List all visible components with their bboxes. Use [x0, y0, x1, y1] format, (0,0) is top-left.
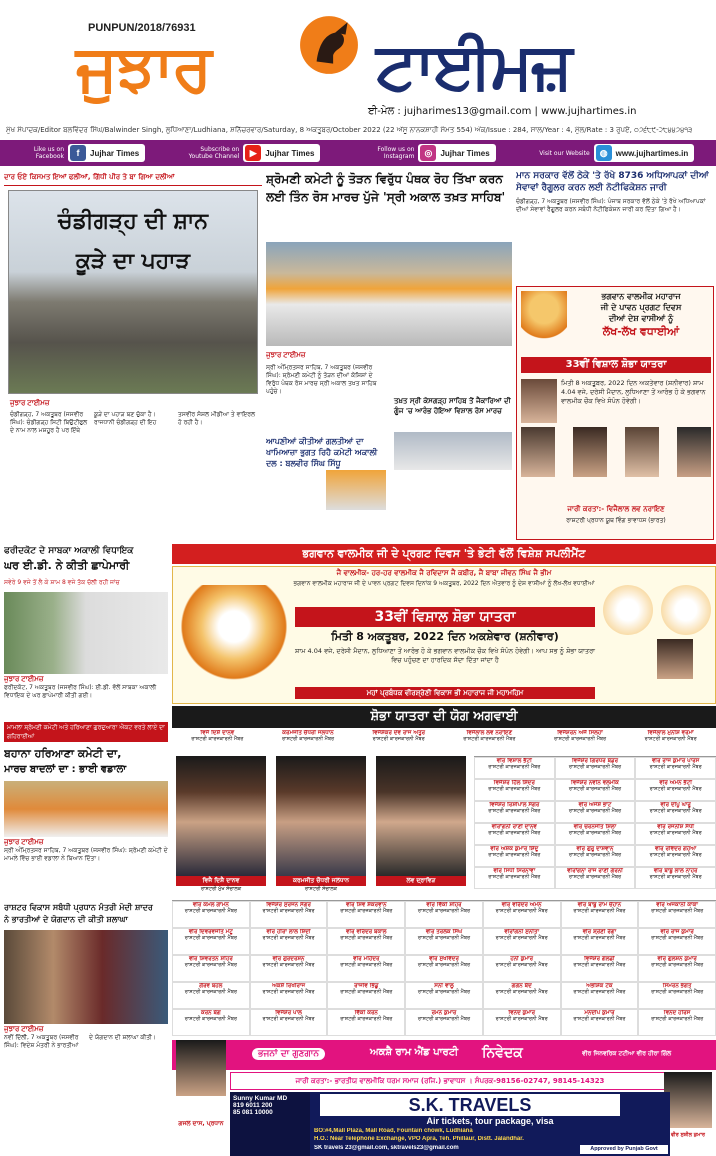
name-cell: ਵੀਰ ਰਾਜ ਕੁਮਾਰ ਰਾਸ਼ਟਰੀ ਕਾਰਜਕਾਰਨੀ ਮੈਂਬਰ	[638, 928, 716, 955]
name-cell: ਵੀਰ ਦੀਪੂ ਘਾਰੂ ਰਾਸ਼ਟਰੀ ਕਾਰਜਕਾਰਨੀ ਮੈਂਬਰ	[635, 801, 716, 823]
name-cell: ਵੀਰਾਂਗਨੀ ਰਾਣੀ ਦਾਨਵ ਰਾਸ਼ਟਰੀ ਕਾਰਜਕਾਰਨੀ ਮੈਂਬਰ	[474, 823, 555, 845]
social-website[interactable]: Visit our Website ◍ www.jujhartimes.in	[532, 144, 695, 162]
name-cell: ਹਨੀ ਕੁਮਾਰ ਰਾਸ਼ਟਰੀ ਕਾਰਜਕਾਰਨੀ ਮੈਂਬਰ	[483, 955, 561, 982]
name-cell: ਵੀਰਾਂਗਨੀ ਸੁਨੀਤਾ ਰਾਸ਼ਟਰੀ ਕਾਰਜਕਾਰਨੀ ਮੈਂਬਰ	[483, 928, 561, 955]
story-kicker: ਦਾਰ ਓਏ ਕਿਸਮਤ ਇਆਂ ਫਲੀਆਂ, ਗਿੱਧੀ ਪੀਰ ਤੇ ਬਾ ਗਿਆ ਦਲੀਆਂ	[4, 170, 262, 186]
person-photo	[521, 427, 555, 477]
name-cell: ਰਮਨ ਕੁਮਾਰ ਰਾਸ਼ਟਰੀ ਕਾਰਜਕਾਰਨੀ ਮੈਂਬਰ	[405, 1009, 483, 1036]
name-cell: ਅਭੀਸ਼ੇਕ ਟੋਕ ਰਾਸ਼ਟਰੀ ਕਾਰਜਕਾਰਨੀ ਮੈਂਬਰ	[561, 982, 639, 1009]
social-facebook[interactable]: Like us on Facebook f Jujhar Times	[6, 144, 145, 162]
name-grid-bottom	[172, 900, 716, 1038]
contact-line: ਈ-ਮੇਲ : jujharimes13@gmail.com | www.jujhartimes.in	[368, 106, 637, 117]
name-cell: ਗਗਨ ਬੈਦ ਰਾਸ਼ਟਰੀ ਕਾਰਜਕਾਰਨੀ ਮੈਂਬਰ	[483, 982, 561, 1009]
story-kicker: ਮਾਮਲਾ ਸ਼੍ਰੋਮਣੀ ਕਮੇਟੀ ਅਤੇ ਹਰਿਆਣਾ ਗੁਰਦੁਆਰਾ ਐਕਟ ਵਰਤੇ ਲਾਏ ਦਾ ਗਹਿਰਾਈਆਂ	[4, 722, 168, 742]
name-cell: ਵੀਰ ਸ਼ਿਵਰਤਨ ਸ਼ਹਿਰ ਰਾਸ਼ਟਰੀ ਕਾਰਜਕਾਰਨੀ ਮੈਂਬਰ	[172, 955, 250, 982]
issuer-line: ਜਾਰੀ ਕਰਤਾ:- ਭਾਰਤੀਯ ਵਾਲਮੀਕਿ ਧਰਮ ਸਮਾਜ (ਰਜਿ.) ਭਾਵਾਧਸ । ਸੰਪਰਕ-98156-02747, 98145-14323	[230, 1072, 670, 1090]
name-cell: ਵੀਰ ਗੁਰੂ ਦਾਸ਼ਵਾਨ ਰਾਸ਼ਟਰੀ ਕਾਰਜਕਾਰਨੀ ਮੈਂਬਰ	[555, 845, 636, 867]
name-cell: ਵਿਨੋਦ ਹਰਿਸ ਰਾਸ਼ਟਰੀ ਕਾਰਜਕਾਰਨੀ ਮੈਂਬਰ	[638, 1009, 716, 1036]
name-cell: ਰਾਜੀਵ ਭਿੰਡੂ ਰਾਸ਼ਟਰੀ ਕਾਰਜਕਾਰਨੀ ਮੈਂਬਰ	[327, 982, 405, 1009]
story-minister: ਰਾਸ਼ਟਰ ਵਿਕਾਸ ਸਬੰਧੀ ਪ੍ਰਧਾਨ ਮੰਤਰੀ ਮੋਦੀ ਸ਼ਾਦਰ ਨੇ ਭਾਰਤੀਆਂ ਦੇ ਯੋਗਦਾਨ ਦੀ ਕੀਤੀ ਸ਼ਲਾਘਾ ਜੁਝਾਰ ਟਾਈਮਜ਼ ਨਵੀਂ ਦਿੱਲੀ, 7 ਅਕਤੂਬਰ (ਜਸਵੀਰ ਸਿੰਘ): ਵਿਦੇਸ਼ ਮੰਤਰੀ ਨੇ ਭਾਰਤੀਆਂ ਦੇ ਯੋਗਦਾਨ ਦੀ ਸ਼ਲਾਘਾ ਕੀਤੀ।	[4, 902, 168, 1154]
story-badal: ਮਾਮਲਾ ਸ਼੍ਰੋਮਣੀ ਕਮੇਟੀ ਅਤੇ ਹਰਿਆਣਾ ਗੁਰਦੁਆਰਾ ਐਕਟ ਵਰਤੇ ਲਾਏ ਦਾ ਗਹਿਰਾਈਆਂ ਬਹਾਨਾ ਹਰਿਆਣਾ ਕਮੇਟੀ ਦਾ, ਮਾਰਚ ਬਾਦਲਾਂ ਦਾ : ਭਾਈ ਵਡਾਲਾ ਜੁਝਾਰ ਟਾਈਮਜ਼ ਸ੍ਰੀ ਅੰਮ੍ਰਿਤਸਰ ਸਾਹਿਬ, 7 ਅਕਤੂਬਰ (ਜਸਵੀਰ ਸਿੰਘ): ਸ਼੍ਰੋਮਣੀ ਕਮੇਟੀ ਦੇ ਮਾਮਲੇ ਵਿੱਚ ਭਾਈ ਵਡਾਲਾ ਨੇ ਬਿਆਨ ਦਿੱਤਾ।	[4, 724, 168, 862]
story-headline: ਰਾਸ਼ਟਰ ਵਿਕਾਸ ਸਬੰਧੀ ਪ੍ਰਧਾਨ ਮੰਤਰੀ ਮੋਦੀ ਸ਼ਾਦਰ	[4, 903, 153, 912]
name-cell: ਵੀਰ ਰਜਨੀਸ਼ ਸੰਧੀ ਰਾਸ਼ਟਰੀ ਕਾਰਜਕਾਰਨੀ ਮੈਂਬਰ	[635, 823, 716, 845]
name-cell: ਵੀਰ ਅਜੇਸ਼ੇ ਭਾਟ ਰਾਸ਼ਟਰੀ ਕਾਰਜਕਾਰਨੀ ਮੈਂਬਰ	[555, 801, 636, 823]
top-names-row: ਵਿਜੈ ਦਿਸ਼ੈ ਦਾਨਵ ਰਾਸ਼ਟਰੀ ਕਾਰਜਕਾਰਨੀ ਮੈਂਬਰ ਕਰਮਜੀਤ ਚੌਧਰੀ ਜਲਧਾਨ ਰਾਸ਼ਟਰੀ ਕਾਰਜਕਾਰਨੀ ਮੈਂਬਰ ਵਿਜੈਸ਼ੰਕਰ ਦੇਵ ਰਾਜ ਅਤੂਰ ਰਾਸ਼ਟਰੀ ਕਾਰਜਕਾਰਨੀ ਮੈਂਬਰ ਵਿਜੈਲਾਲ ਲਵ ਨਰਾਇਣ ਰਾਸ਼ਟਰੀ ਕਾਰਜਕਾਰਨੀ ਮੈਂਬਰ ਵਿਜੈਸ਼ਰਨ ਅਜੈ ਸਿਲਹਾ ਰਾਸ਼ਟਰੀ ਕਾਰਜਕਾਰਨੀ ਮੈਂਬਰ ਵਿਜੈਲਾਲ ਮੁਨੀਸ਼ ਵਰਮਾ ਰਾਸ਼ਟਰੀ ਕਾਰਜਕਾਰਨੀ ਮੈਂਬਰ	[191, 730, 697, 742]
person-photo	[625, 427, 659, 477]
yatra-banner: 33ਵੀਂ ਵਿਸ਼ਾਲ ਸ਼ੋਭਾ ਯਾਤਰਾ	[295, 607, 595, 627]
name-cell: ਵੀਰ ਹੀਰਾ ਲਾਲ ਸ਼ਿੰਦੀ ਰਾਸ਼ਟਰੀ ਕਾਰਜਕਾਰਨੀ ਮੈਂਬਰ	[250, 928, 328, 955]
person-photo	[521, 379, 557, 423]
name-cell: ਵਿਜੈਸ਼ੇਰ ਗਿਰਧਰ ਬੋਡਰ ਰਾਸ਼ਟਰੀ ਕਾਰਜਕਾਰਨੀ ਮੈਂਬਰ	[555, 757, 636, 779]
name-cell: ਵੀਰ ਸੁਖਵਿੰਦਰ ਰਾਸ਼ਟਰੀ ਕਾਰਜਕਾਰਨੀ ਮੈਂਬਰ	[405, 955, 483, 982]
name-cell: ਵਿਜੈਸ਼ੇਰ ਗੋਲਡੀ ਰਾਸ਼ਟਰੀ ਕਾਰਜਕਾਰਨੀ ਮੈਂਬਰ	[561, 955, 639, 982]
name-cell: ਵੀਰ ਵਿਸ਼ਾਲ ਭੱਟੀ ਰਾਸ਼ਟਰੀ ਕਾਰਜਕਾਰਨੀ ਮੈਂਬਰ	[474, 757, 555, 779]
name-cell: ਵੀਰ ਸ਼੍ਰੇਣੀ ਰੰਗਾ ਰਾਸ਼ਟਰੀ ਕਾਰਜਕਾਰਨੀ ਮੈਂਬਰ	[561, 928, 639, 955]
name-cell: ਕਰਨ ਬੇਗ ਰਾਸ਼ਟਰੀ ਕਾਰਜਕਾਰਨੀ ਮੈਂਬਰ	[172, 1009, 250, 1036]
name-cell: ਵਿਜੈਸ਼ੇਰ ਰਿਸ਼ੀਪਾਲ ਸੰਗਰ ਰਾਸ਼ਟਰੀ ਕਾਰਜਕਾਰਨੀ ਮੈਂਬਰ	[474, 801, 555, 823]
story-headline-2: ਮਾਰਚ ਬਾਦਲਾਂ ਦਾ : ਭਾਈ ਵਡਾਲਾ	[4, 764, 127, 775]
social-bar	[0, 140, 716, 166]
story-headline: ਫਰੀਦਕੋਟ ਦੇ ਸਾਬਕਾ ਅਕਾਲੀ ਵਿਧਾਇਕ	[4, 546, 134, 556]
byline: ਜੁਝਾਰ ਟਾਈਮਜ਼	[266, 352, 306, 359]
story-faridkot: ਫਰੀਦਕੋਟ ਦੇ ਸਾਬਕਾ ਅਕਾਲੀ ਵਿਧਾਇਕ ਘਰ ਈ.ਡੀ. ਨੇ ਕੀਤੀ ਛਾਪੇਮਾਰੀ ਸਵੇਰੇ 9 ਵਜੇ ਤੋਂ ਲੈ ਕੇ ਸ਼ਾਮ 8 ਵਜੇ ਤੱਕ ਚੱਲੀ ਰਹੀ ਜਾਂਚ ਜੁਝਾਰ ਟਾਈਮਜ਼ ਫਰੀਦਕੋਟ, 7 ਅਕਤੂਬਰ (ਜਸਵੀਰ ਸਿੰਘ): ਈ.ਡੀ. ਵੱਲੋਂ ਸਾਬਕਾ ਅਕਾਲੀ ਵਿਧਾਇਕ ਦੇ ਘਰ ਛਾਪੇਮਾਰੀ ਕੀਤੀ ਗਈ।	[4, 544, 168, 720]
name-cell: ਵੀਰ ਰਵਿੰਦਰ ਗਹੋਆ ਰਾਸ਼ਟਰੀ ਕਾਰਜਕਾਰਨੀ ਮੈਂਬਰ	[635, 845, 716, 867]
bhajan-bar: ਭਜਨਾਂ ਦਾ ਗੁਣਗਾਨ ਅਕਸ਼ੈ ਰਾਮ ਐਂਡ ਪਾਰਟੀ ਨਿਵੇਦਕ ਵੀਰ ਜਿਨਵਰਿਕ ਟਟੀਆ ਵੀਰ ਹੀਰਾ ਗਿੱਲ	[172, 1040, 716, 1070]
name-cell: ਵੀਰ ਰਾਜ ਕੁਮਾਰ ਪਾਰਸ ਰਾਸ਼ਟਰੀ ਕਾਰਜਕਾਰਨੀ ਮੈਂਬਰ	[635, 757, 716, 779]
name-cell: ਵੀਰ ਦਿਵਰਵਜੀਤ ਮੇਟੂ ਰਾਸ਼ਟਰੀ ਕਾਰਜਕਾਰਨੀ ਮੈਂਬਰ	[172, 928, 250, 955]
person-photo	[664, 1072, 712, 1128]
name-cell: ਵੀਰ ਗੁਲਸ਼ਨ ਕੁਮਾਰ ਰਾਸ਼ਟਰੀ ਕਾਰਜਕਾਰਨੀ ਮੈਂਬਰ	[638, 955, 716, 982]
warrior-silhouette-icon	[298, 14, 360, 76]
leader-photos: ਵਿਜੈ ਦਿਸ਼ੈ ਦਾਨਵ ਰਾਸ਼ਟਰੀ ਮੁੱਖ ਸੰਚਾਲਕ ਕਰਮਜੀਤ ਚੌਧਰੀ ਜਲਧਾਨ ਰਾਸ਼ਟਰੀ ਸੰਚਾਲਕ ਲਵ ਦ੍ਰਾਵਿੜ	[172, 756, 472, 898]
name-cell: ਵੀਰ ਅਸ਼ੋਕ ਕੁਮਾਰ ਸ਼ਿੰਦੂ ਰਾਸ਼ਟਰੀ ਕਾਰਜਕਾਰਨੀ ਮੈਂਬਰ	[474, 845, 555, 867]
masthead	[0, 0, 716, 140]
name-cell: ਵੀਰ ਵਿੱਕੀ ਸ਼ਹਿਰ ਰਾਸ਼ਟਰੀ ਕਾਰਜਕਾਰਨੀ ਮੈਂਬਰ	[405, 901, 483, 928]
name-cell: ਵੀਰ ਸ਼ਿਵ ਸ਼ੰਕਰਵਾਨ ਰਾਸ਼ਟਰੀ ਕਾਰਜਕਾਰਨੀ ਮੈਂਬਰ	[327, 901, 405, 928]
saint-image	[521, 291, 567, 351]
name-cell: ਵੀਰ ਵਰਿੰਦਰ ਬਕਾਲ ਰਾਸ਼ਟਰੀ ਕਾਰਜਕਾਰਨੀ ਮੈਂਬਰ	[327, 928, 405, 955]
person-photo	[657, 639, 693, 679]
ad-sk-travels: Sunny Kumar MD 819 6011 200 85 081 10000 S.K. TRAVELS Air tickets, tour package, visa BO:#4,Mall Plaza, Mall Road, Fountain chowk, Ludhiana H.O.: Near Telephone Exchange, VPO Apra, Teh. Phillaur, Distt. Jalandhar. SK travels 23@gmail.com, sktravels23@gmail.com Approved by Punjab Govt	[230, 1092, 670, 1156]
footer-strip: ਮਹਾਂ ਪ੍ਰਬੰਧਕ ਵੀਰਸ਼੍ਰੇਣੀ ਵਿਕਾਸ ਭੀ ਮਹਾਰਾਜ ਜੀ ਮਹਾਮਹਿਮ	[295, 687, 595, 699]
youtube-icon: ▶	[245, 145, 261, 161]
name-cell: ਸਨੀ ਵਾਲੂ ਰਾਸ਼ਟਰੀ ਕਾਰਜਕਾਰਨੀ ਮੈਂਬਰ	[405, 982, 483, 1009]
subheadline-2: ਤਖ਼ਤ ਸ੍ਰੀ ਕੇਸਗੜ੍ਹ ਸਾਹਿਬ ਤੋਂ ਜੈਕਾਰਿਆਂ ਦੀ ਗੂੰਜ 'ਚ ਆਰੰਭ ਹੋਇਆ ਵਿਸ਼ਾਲ ਰੋਸ ਮਾਰਚ	[394, 397, 511, 415]
registration-number: PUNPUN/2018/76931	[88, 22, 196, 34]
sk-title: S.K. TRAVELS	[320, 1094, 620, 1116]
social-youtube[interactable]: Subscribe on Youtube Channel ▶ Jujhar Times	[181, 144, 320, 162]
facebook-icon: f	[70, 145, 86, 161]
story-sgpc	[266, 170, 512, 536]
name-cell: ਅਕਸ਼ੈ ਰਿਖੀਰਾਜ ਰਾਸ਼ਟਰੀ ਕਾਰਜਕਾਰਨੀ ਮੈਂਬਰ	[250, 982, 328, 1009]
story-headline: ਮਾਨ ਸਰਕਾਰ ਵੱਲੋਂ ਠੇਕੇ 'ਤੇ ਰੱਖੇ 8736 ਅਧਿਆਪਕਾਂ ਦੀਆਂ ਸੇਵਾਵਾਂ ਰੈਗੂਲਰ ਕਰਨ ਲਈ ਨੋਟੀਫਿਕੇਸ਼ਨ ਜਾਰੀ	[516, 171, 709, 193]
name-cell: ਵਿਜੈਸ਼ੇਰ ਪਾਲ ਰਾਸ਼ਟਰੀ ਕਾਰਜਕਾਰਨੀ ਮੈਂਬਰ	[250, 1009, 328, 1036]
person-photo	[677, 427, 711, 477]
story-image	[8, 190, 258, 394]
headline-overlay-1: ਚੰਡੀਗੜ੍ਹ ਦੀ ਸ਼ਾਨ	[57, 209, 209, 234]
ad-valmiki-top: ਭਗਵਾਨ ਵਾਲਮੀਕ ਮਹਾਰਾਜ ਜੀ ਦੇ ਪਾਵਨ ਪ੍ਰਗਟ ਦਿਵਸ ਦੀਆਂ ਦੇਸ਼ ਵਾਸੀਆਂ ਨੂੰ ਲੱਖ-ਲੱਖ ਵਧਾਈਆਂ 33ਵੀਂ ਵਿਸ਼ਾਲ ਸ਼ੋਭਾ ਯਾਤਰਾ ਮਿਤੀ 8 ਅਕਤੂਬਰ, 2022 ਦਿਨ ਅਕਤੇਵਾਰ (ਸ਼ਨੀਵਾਰ) ਸ਼ਾਮ 4.04 ਵਜੇ, ਦਰੇਸੀ ਮੈਦਾਨ, ਲੁਧਿਆਣਾ ਤੋਂ ਆਰੰਭ ਹੋ ਕੇ ਭਗਵਾਨ ਵਾਲਮੀਕ ਚੌਕ ਵਿਖੇ ਸੰਪੰਨ ਹੋਵੇਗੀ। ਜਾਰੀ ਕਰਤਾ:- ਵਿਜੈਲਾਲ ਲਵ ਨਰਾਇਣ ਰਾਸ਼ਟਰੀ ਪ੍ਰਧਾਨ ਯੂਥ ਵਿੰਗ ਭਾਵਾਧਸ (ਭਾਰਤ)	[516, 286, 714, 540]
supplement-intro: ਜੈ ਵਾਲਮੀਕ- ਹਰ-ਹਰ ਵਾਲਮੀਕ ਜੈ ਰਵਿਦਾਸ ਜੈ ਕਬੀਰ, ਜੈ ਬਾਬਾ ਜੀਵਨ ਸਿੰਘ ਜੈ ਭੀਮ ਭਗਵਾਨ ਵਾਲਮੀਕ ਮਹਾਰਾਜ ਜੀ ਦੇ ਪਾਵਨ ਪ੍ਰਗਟ ਦਿਵਸ ਦਿਨਾਂਕ 9 ਅਕਤੂਬਰ, 2022 ਦਿਨ ਐਤਵਾਰ ਨੂੰ ਦੇਸ਼ ਵਾਸੀਆਂ ਨੂੰ ਲੱਖ-ਲੱਖ ਵਧਾਈਆਂ 33ਵੀਂ ਵਿਸ਼ਾਲ ਸ਼ੋਭਾ ਯਾਤਰਾ ਮਿਤੀ 8 ਅਕਤੂਬਰ, 2022 ਦਿਨ ਅਕਸ਼ੇਵਾਰ (ਸ਼ਨੀਵਾਰ) ਸ਼ਾਮ 4.04 ਵਜੇ, ਦਰੇਸੀ ਮੈਦਾਨ, ਲੁਧਿਆਣਾ ਤੋਂ ਆਰੰਭ ਹੋ ਕੇ ਭਗਵਾਨ ਵਾਲਮੀਕ ਚੌਕ ਵਿਖੇ ਸੰਪੰਨ ਹੋਵੇਗੀ। ਆਪ ਸਭ ਨੂੰ ਸ਼ੋਭਾ ਯਾਤਰਾ ਵਿਚ ਪਹੁੰਚਣ ਦਾ ਹਾਰਦਿਕ ਸੱਦਾ ਦਿੱਤਾ ਜਾਂਦਾ ਹੈ ਮਹਾਂ ਪ੍ਰਬੰਧਕ ਵੀਰਸ਼੍ਰੇਣੀ ਵਿਕਾਸ ਭੀ ਮਹਾਰਾਜ ਜੀ ਮਹਾਮਹਿਮ	[172, 566, 716, 704]
person-photo	[176, 1040, 226, 1096]
issue-info-line: ਮੁੱਖ ਸੰਪਾਦਕ/Editor ਬਲਵਿੰਦਰ ਸਿੰਘ/Balwinder Singh, ਲੁਧਿਆਣਾ/Ludhiana, ਸ਼ਨਿੱਚਰਵਾਰ/Saturday, 8 ਅਕਤੂਬਰ/October 2022 (22 ਅੱਸੂ ਨਾਨਕਸ਼ਾਹੀ ਸੰਮਤ 554) ਅੰਕ/Issue : 284, ਸਾਲ/Year : 4, ਮੁੱਲ/Rate : 3 ਰੁਪਏ, ੦੭੬੮੯-੨੮੪੪੭੪੧੩	[6, 126, 693, 134]
logo-jujhar: ਜੁਝਾਰ	[76, 32, 211, 106]
leader-photo	[176, 756, 266, 876]
issuer-line: ਜਾਰੀ ਕਰਤਾ:- ਵਿਜੈਲਾਲ ਲਵ ਨਰਾਇਣ	[567, 505, 665, 513]
leader-photo	[376, 756, 466, 876]
name-cell: ਵਿਜੈਸ਼ੇਰ ਸੁਰਜਨ ਸੰਗਰ ਰਾਸ਼ਟਰੀ ਕਾਰਜਕਾਰਨੀ ਮੈਂਬਰ	[250, 901, 328, 928]
name-cell: ਗੌਰਵ ਬਹਲ ਰਾਸ਼ਟਰੀ ਕਾਰਜਕਾਰਨੀ ਮੈਂਬਰ	[172, 982, 250, 1009]
story-image	[4, 930, 168, 1024]
story-image	[266, 242, 512, 346]
sub-story-image	[326, 470, 386, 510]
name-cell: ਵੀਰ ਬਾਬੂ ਲਾਲ ਨਾਹਰ ਰਾਸ਼ਟਰੀ ਕਾਰਜਕਾਰਨੀ ਮੈਂਬਰ	[635, 867, 716, 889]
story-headline-2: ਨੇ ਭਾਰਤੀਆਂ ਦੇ ਯੋਗਦਾਨ ਦੀ ਕੀਤੀ ਸ਼ਲਾਘਾ	[4, 915, 128, 924]
story-headline: ਬਹਾਨਾ ਹਰਿਆਣਾ ਕਮੇਟੀ ਦਾ,	[4, 747, 122, 760]
yatra-banner: 33ਵੀਂ ਵਿਸ਼ਾਲ ਸ਼ੋਭਾ ਯਾਤਰਾ	[521, 357, 711, 373]
name-cell: ਵੀਰ ਮਹਿੰਦਰ ਰਾਸ਼ਟਰੀ ਕਾਰਜਕਾਰਨੀ ਮੈਂਬਰ	[327, 955, 405, 982]
story-body: ਸ੍ਰੀ ਅੰਮ੍ਰਿਤਸਰ ਸਾਹਿਬ, 7 ਅਕਤੂਬਰ (ਜਸਵੀਰ ਸਿੰਘ): ਸ਼੍ਰੋਮਣੀ ਕਮੇਟੀ ਨੂੰ ਤੋੜਨ ਦੀਆਂ ਕੋਸ਼ਿਸ਼ਾਂ ਦੇ ਵਿਰੁੱਧ ਪੰਥਕ ਰੋਸ ਮਾਰਚ ਸ੍ਰੀ ਅਕਾਲ ਤਖ਼ਤ ਸਾਹਿਬ ਪਹੁੰਚੇ।	[266, 364, 377, 395]
name-cell: ਵੀਰ ਅਜਕਾਨੀ ਕਾਕਾ ਰਾਸ਼ਟਰੀ ਕਾਰਜਕਾਰਨੀ ਮੈਂਬਰ	[638, 901, 716, 928]
name-cell: ਵੀਰ ਤਰਲੋਕ ਸਿੰਘ ਰਾਸ਼ਟਰੀ ਕਾਰਜਕਾਰਨੀ ਮੈਂਬਰ	[405, 928, 483, 955]
byline: ਜੁਝਾਰ ਟਾਈਮਜ਼	[10, 400, 50, 407]
name-cell: ਵੀਰ ਕਮਲ ਗਾਮਨ ਰਾਸ਼ਟਰੀ ਕਾਰਜਕਾਰਨੀ ਮੈਂਬਰ	[172, 901, 250, 928]
story-headline: ਸ਼੍ਰੋਮਣੀ ਕਮੇਟੀ ਨੂੰ ਤੋੜਨ ਵਿਰੁੱਧ ਪੰਥਕ ਰੋਹ ਤਿੱਖਾ ਕਰਨ ਲਈ ਤਿੰਨ ਰੋਸ ਮਾਰਚ ਪੁੱਜੇ 'ਸ੍ਰੀ ਅਕਾਲ ਤਖ਼ਤ ਸਾਹਿਬ'	[266, 172, 506, 204]
name-cell: ਵਿੱਕੀ ਕਰਨ ਰਾਸ਼ਟਰੀ ਕਾਰਜਕਾਰਨੀ ਮੈਂਬਰ	[327, 1009, 405, 1036]
name-cell: ਵਿਨੋਦ ਕੁਮਾਰ ਰਾਸ਼ਟਰੀ ਕਾਰਜਕਾਰਨੀ ਮੈਂਬਰ	[483, 1009, 561, 1036]
headline-overlay-2: ਕੂੜੇ ਦਾ ਪਹਾੜ	[76, 249, 190, 274]
subheadline: ਆਪਣੀਆਂ ਕੀਤੀਆਂ ਗਲਤੀਆਂ ਦਾ ਖਾਮਿਆਜ਼ਾ ਭੁਗਤ ਰਿਹੈ ਕਮੇਟੀ ਅਕਾਲੀ ਦਲ : ਬਲਵੀਰ ਸਿੰਘ ਸਿੱਧੂ	[266, 437, 378, 468]
name-cell: ਵਿਜੈਸ਼ੇਰ ਨਵੀਨ ਵਲਮੀਕ ਰਾਸ਼ਟਰੀ ਕਾਰਜਕਾਰਨੀ ਮੈਂਬਰ	[555, 779, 636, 801]
story-chandigarh	[4, 170, 262, 536]
name-cell: ਵੀਰ ਬਾਬੂ ਰਾਮ ਚੌਹਾਨ ਰਾਸ਼ਟਰੀ ਕਾਰਜਕਾਰਨੀ ਮੈਂਬਰ	[561, 901, 639, 928]
name-cell: ਵਿਜੈਸ਼ੇਰ ਹਿੱਲ ਸ਼ਿੰਦਰ ਰਾਸ਼ਟਰੀ ਕਾਰਜਕਾਰਨੀ ਮੈਂਬਰ	[474, 779, 555, 801]
story-govt-teachers	[516, 170, 714, 282]
person-photo	[603, 585, 653, 635]
story-image	[4, 592, 168, 674]
valmiki-image	[175, 585, 293, 689]
story-headline-2: ਘਰ ਈ.ਡੀ. ਨੇ ਕੀਤੀ ਛਾਪੇਮਾਰੀ	[4, 559, 130, 572]
story-image	[4, 781, 168, 837]
story-body: ਚੰਡੀਗੜ੍ਹ, 7 ਅਕਤੂਬਰ (ਜਸਵੀਰ ਸਿੰਘ): ਚੰਡੀਗੜ੍ਹ ਸਿਟੀ ਬਿਉਟੀਫੁਲ ਦੇ ਨਾਮ ਨਾਲ ਮਸ਼ਹੂਰ ਹੈ ਪਰ ਇੱਥੇ ਕੂੜੇ ਦਾ ਪਹਾੜ ਬਣ ਚੁੱਕਾ ਹੈ। ਰਾਜਧਾਨੀ ਚੰਡੀਗੜ੍ਹ ਦੀ ਇਹ ਤਸਵੀਰ ਸੋਸ਼ਲ ਮੀਡੀਆ ਤੇ ਵਾਇਰਲ ਹੋ ਰਹੀ ਹੈ।	[10, 411, 256, 434]
instagram-icon: ◎	[420, 145, 436, 161]
sub-story-2-image	[394, 432, 512, 470]
guide-title: ਸ਼ੋਭਾ ਯਾਤਰਾ ਦੀ ਯੋਗ ਅਗਵਾਈ	[172, 706, 716, 728]
globe-icon: ◍	[596, 145, 612, 161]
name-cell: ਵੀਰ ਅਮਨ ਭੱਟੀ ਰਾਸ਼ਟਰੀ ਕਾਰਜਕਾਰਨੀ ਮੈਂਬਰ	[635, 779, 716, 801]
name-cell: ਵੀਰ ਸਿਧੀ ਸਿਰਨਾਵਾ ਰਾਸ਼ਟਰੀ ਕਾਰਜਕਾਰਨੀ ਮੈਂਬਰ	[474, 867, 555, 889]
name-grid-right	[474, 756, 716, 898]
name-cell: ਵੀਰਾਂਗਨਾ ਰਾਜ ਰਾਣੀ ਗੋਰਨੀ ਰਾਸ਼ਟਰੀ ਕਾਰਜਕਾਰਨੀ ਮੈਂਬਰ	[555, 867, 636, 889]
person-photo	[573, 427, 607, 477]
leader-photo	[276, 756, 366, 876]
name-cell: ਸਿਮਰਨ ਭੰਗਤ ਰਾਸ਼ਟਰੀ ਕਾਰਜਕਾਰਨੀ ਮੈਂਬਰ	[638, 982, 716, 1009]
person-photo	[661, 585, 711, 635]
supplement-band: ਭਗਵਾਨ ਵਾਲਮੀਕ ਜੀ ਦੇ ਪ੍ਰਗਟ ਦਿਵਸ 'ਤੇ ਭੇਟੀ ਵੱਲੋਂ ਵਿਸ਼ੇਸ਼ ਸਪਲੀਮੈਂਟ	[172, 544, 716, 564]
logo-times: ਟਾਈਮਜ਼	[376, 30, 571, 104]
story-kicker: ਸਵੇਰੇ 9 ਵਜੇ ਤੋਂ ਲੈ ਕੇ ਸ਼ਾਮ 8 ਵਜੇ ਤੱਕ ਚੱਲੀ ਰਹੀ ਜਾਂਚ	[4, 579, 120, 586]
name-cell: ਵੀਰ ਗੁਰਦਰਸ਼ਨ ਰਾਸ਼ਟਰੀ ਕਾਰਜਕਾਰਨੀ ਮੈਂਬਰ	[250, 955, 328, 982]
social-instagram[interactable]: Follow us on Instagram ◎ Jujhar Times	[356, 144, 495, 162]
name-cell: ਵੀਰ ਚਰਨਜੀਤ ਸ਼ਿਲਾ ਰਾਸ਼ਟਰੀ ਕਾਰਜਕਾਰਨੀ ਮੈਂਬਰ	[555, 823, 636, 845]
story-body: ਚੰਡੀਗੜ੍ਹ, 7 ਅਕਤੂਬਰ (ਜਸਵੀਰ ਸਿੰਘ): ਪੰਜਾਬ ਸਰਕਾਰ ਵੱਲੋਂ ਠੇਕੇ 'ਤੇ ਰੱਖੇ ਅਧਿਆਪਕਾਂ ਦੀਆਂ ਸੇਵਾਵਾਂ ਰੈਗੂਲਰ ਕਰਨ ਸਬੰਧੀ ਨੋਟੀਫਿਕੇਸ਼ਨ ਜਾਰੀ ਕਰ ਦਿੱਤਾ ਗਿਆ ਹੈ।	[516, 198, 706, 213]
name-cell: ਮਨਦੀਪ ਕੁਮਾਰ ਰਾਸ਼ਟਰੀ ਕਾਰਜਕਾਰਨੀ ਮੈਂਬਰ	[561, 1009, 639, 1036]
name-cell: ਵੀਰ ਵਰਿੰਦਰ ਅਮਨ ਰਾਸ਼ਟਰੀ ਕਾਰਜਕਾਰਨੀ ਮੈਂਬਰ	[483, 901, 561, 928]
